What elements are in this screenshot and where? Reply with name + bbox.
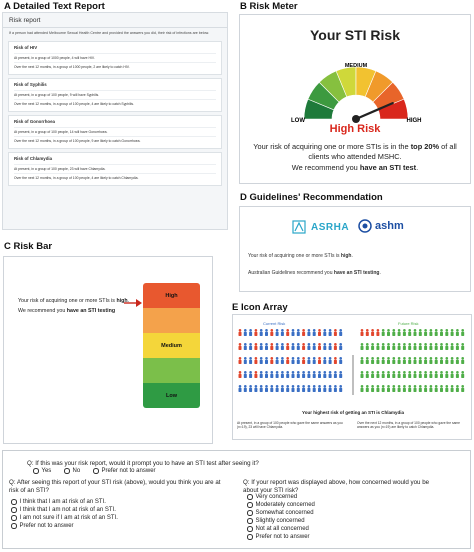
meter-title: Your STI Risk — [310, 27, 400, 43]
person-icon — [244, 371, 247, 378]
person-icon — [323, 385, 326, 392]
person-icon — [403, 371, 406, 378]
person-icon — [297, 371, 300, 378]
person-icon — [376, 385, 379, 392]
person-icon — [419, 357, 422, 364]
person-icon — [392, 329, 395, 336]
person-icon — [361, 329, 364, 336]
meter-text-1: Your risk of acquiring one or more STIs is in the — [253, 142, 409, 151]
risk-bar-panel — [3, 256, 213, 444]
person-icon — [424, 343, 427, 350]
person-icon — [318, 385, 321, 392]
person-icon — [244, 385, 247, 392]
risk-bar-segment: Low — [143, 383, 200, 408]
survey-questions — [2, 450, 471, 549]
report-intro: If a person had attended Melbourne Sexual Health Centre and provided the answers you did, their risk of infections are below. — [9, 31, 209, 35]
person-icon — [244, 343, 247, 350]
person-icon — [371, 329, 374, 336]
person-icon — [461, 371, 464, 378]
q3-option-not-at-all[interactable]: Not at all concerned — [247, 526, 309, 532]
panel-e-label: E Icon Array — [232, 302, 288, 313]
person-icon — [244, 329, 247, 336]
report-title: Risk report — [3, 13, 227, 28]
person-icon — [366, 343, 369, 350]
person-icon — [270, 371, 273, 378]
person-icon — [329, 385, 332, 392]
person-icon — [281, 371, 284, 378]
risk-bar-line-2: We recommend you have an STI testing — [18, 308, 116, 315]
person-icon — [265, 357, 268, 364]
person-icon — [429, 343, 432, 350]
risk-bar-segment — [143, 308, 200, 333]
q3-option-somewhat[interactable]: Somewhat concerned — [247, 510, 314, 516]
person-icon — [292, 385, 295, 392]
q3-option-moderately[interactable]: Moderately concerned — [247, 502, 315, 508]
person-icon — [408, 343, 411, 350]
person-icon — [408, 329, 411, 336]
q3-option-slightly[interactable]: Slightly concerned — [247, 518, 305, 524]
person-icon — [329, 357, 332, 364]
person-icon — [339, 357, 342, 364]
person-icon — [260, 357, 263, 364]
q2-option-not-sure[interactable]: I am not sure if I am at risk of an STI. — [11, 515, 118, 521]
person-icon — [451, 343, 454, 350]
person-icon — [424, 329, 427, 336]
person-icon — [445, 357, 448, 364]
meter-recommend-end: . — [416, 162, 419, 172]
person-icon — [265, 329, 268, 336]
guidelines-panel — [239, 206, 471, 292]
person-icon — [334, 343, 337, 350]
person-icon — [403, 385, 406, 392]
asrha-logo-text: ASRHA — [311, 221, 350, 233]
person-icon — [302, 385, 305, 392]
person-icon — [461, 385, 464, 392]
person-icon — [318, 329, 321, 336]
risk-card-line: At present, in a group of 100 people, 9 will have Syphilis. — [14, 90, 216, 99]
person-icon — [276, 329, 279, 336]
person-icon — [419, 385, 422, 392]
person-icon — [323, 371, 326, 378]
person-icon — [276, 385, 279, 392]
person-icon — [286, 343, 289, 350]
person-icon — [302, 371, 305, 378]
person-icon — [445, 329, 448, 336]
person-icon — [451, 329, 454, 336]
person-icon — [424, 357, 427, 364]
person-icon — [403, 329, 406, 336]
risk-card-title: Risk of Syphilis — [14, 81, 47, 87]
ashm-logo-text: ashm — [375, 220, 404, 232]
person-icon — [414, 385, 417, 392]
person-icon — [456, 343, 459, 350]
person-icon — [456, 371, 459, 378]
person-icon — [239, 343, 242, 350]
person-icon — [329, 343, 332, 350]
risk-card-line: Over the next 12 months, in a group of 100 people, 9 are likely to catch Gonorrhoea. — [14, 136, 216, 145]
person-icon — [297, 329, 300, 336]
person-icon — [387, 357, 390, 364]
risk-card — [8, 115, 222, 149]
person-icon — [371, 343, 374, 350]
risk-card-title: Risk of HIV — [14, 44, 38, 50]
person-icon — [387, 371, 390, 378]
person-icon — [249, 357, 252, 364]
person-icon — [429, 357, 432, 364]
person-icon — [435, 357, 438, 364]
person-icon — [382, 357, 385, 364]
person-icon — [445, 343, 448, 350]
q2-option-not-at-risk[interactable]: I think that I am not at risk of an STI. — [11, 507, 116, 513]
radio-icon[interactable] — [247, 526, 253, 532]
person-icon — [265, 385, 268, 392]
person-icon — [429, 385, 432, 392]
person-icon — [456, 357, 459, 364]
risk-card-line: Over the next 12 months, in a group of 1000 people, 2 are likely to catch HIV. — [14, 62, 216, 71]
person-icon — [361, 385, 364, 392]
person-icon — [302, 329, 305, 336]
person-icon — [456, 385, 459, 392]
person-icon — [408, 385, 411, 392]
person-icon — [249, 329, 252, 336]
person-icon — [366, 329, 369, 336]
person-icon — [414, 371, 417, 378]
person-icon — [435, 343, 438, 350]
question-1: Q: If this was your risk report, would it prompt you to have an STI test after seeing it? — [27, 460, 259, 467]
gauge-medium-label: MEDIUM — [344, 63, 368, 69]
radio-icon[interactable] — [93, 468, 99, 474]
person-icon — [371, 371, 374, 378]
radio-icon[interactable] — [247, 518, 253, 524]
person-icon — [329, 371, 332, 378]
person-icon — [292, 343, 295, 350]
person-icon — [318, 371, 321, 378]
radio-icon[interactable] — [11, 523, 17, 529]
risk-bar-line-1: Your risk of acquiring one or more STIs is high. — [18, 298, 130, 304]
person-icon — [461, 343, 464, 350]
risk-card — [8, 152, 222, 186]
person-icon — [398, 343, 401, 350]
person-icon — [313, 385, 316, 392]
person-icon — [313, 371, 316, 378]
icon-caption-right: Over the next 12 months, in a group of 100 people who gave the same answers as you (n=19) are likely to catch Chlamydia. — [357, 421, 461, 430]
person-icon — [323, 357, 326, 364]
person-icon — [249, 371, 252, 378]
arrow-right-icon — [124, 297, 144, 309]
person-icon — [456, 329, 459, 336]
person-icon — [440, 329, 443, 336]
person-icon — [254, 357, 257, 364]
radio-icon[interactable] — [33, 468, 39, 474]
q1-option-no[interactable]: No — [64, 468, 80, 474]
icon-array-banner: Your highest risk of getting an STI is Chlamydia — [302, 410, 404, 415]
person-icon — [376, 371, 379, 378]
person-icon — [382, 371, 385, 378]
person-icon — [387, 343, 390, 350]
guidelines-line-1: Your risk of acquiring one or more STIs is high. — [248, 253, 353, 259]
current-risk-title: Current Risk — [263, 321, 286, 326]
q1-option-yes[interactable]: Yes — [33, 468, 51, 474]
person-icon — [361, 357, 364, 364]
person-icon — [334, 371, 337, 378]
person-icon — [254, 329, 257, 336]
person-icon — [239, 385, 242, 392]
person-icon — [297, 357, 300, 364]
risk-card-line: At present, in a group of 1000 people, 4 will have HIV. — [14, 53, 216, 62]
person-icon — [286, 385, 289, 392]
person-icon — [286, 371, 289, 378]
person-icon — [451, 357, 454, 364]
person-icon — [371, 385, 374, 392]
ashm-logo — [358, 219, 404, 233]
risk-card-title: Risk of Gonorrhoea — [14, 118, 55, 124]
risk-card-line: Over the next 12 months, in a group of 100 people, 4 are likely to catch Chlamydia. — [14, 173, 216, 182]
radio-icon[interactable] — [11, 499, 17, 505]
person-icon — [366, 357, 369, 364]
ashm-logo-icon — [358, 219, 372, 233]
person-icon — [382, 343, 385, 350]
panel-d-label: D Guidelines' Recommendation — [240, 192, 383, 203]
icon-caption-left: At present, in a group of 100 people who gave the same answers as you (n=19), 23 will have Chlamydia. — [237, 421, 343, 430]
person-icon — [297, 385, 300, 392]
person-icon — [260, 343, 263, 350]
person-icon — [403, 343, 406, 350]
person-icon — [376, 343, 379, 350]
person-icon — [419, 329, 422, 336]
meter-recommend-bold: have an STI test — [359, 162, 417, 172]
panel-b-label: B Risk Meter — [240, 1, 298, 12]
person-icon — [307, 343, 310, 350]
person-icon — [323, 329, 326, 336]
panel-c-label: C Risk Bar — [4, 241, 53, 252]
person-icon — [281, 385, 284, 392]
person-icon — [323, 343, 326, 350]
gauge-high-label: HIGH — [406, 118, 422, 124]
person-icon — [260, 385, 263, 392]
person-icon — [334, 385, 337, 392]
person-icon — [451, 371, 454, 378]
person-icon — [403, 357, 406, 364]
person-icon — [339, 343, 342, 350]
person-icon — [249, 385, 252, 392]
person-icon — [361, 371, 364, 378]
person-icon — [339, 385, 342, 392]
risk-card — [8, 78, 222, 112]
guidelines-line-2: Australian Guidelines recommend you have an STI testing. — [248, 270, 381, 276]
person-icon — [239, 329, 242, 336]
person-icon — [249, 343, 252, 350]
person-icon — [334, 357, 337, 364]
risk-bar-segment: Medium — [143, 333, 200, 358]
person-icon — [398, 329, 401, 336]
person-icon — [254, 385, 257, 392]
risk-card-line: At present, in a group of 100 people, 14 will have Gonorrhoea. — [14, 127, 216, 136]
person-icon — [281, 343, 284, 350]
risk-bar-segment: High — [143, 283, 200, 308]
person-icon — [292, 371, 295, 378]
person-icon — [361, 343, 364, 350]
person-icon — [429, 371, 432, 378]
person-icon — [302, 357, 305, 364]
detailed-text-report — [2, 12, 228, 230]
question-3: Q: If your report was displayed above, how concerned would you be about your STI risk? — [243, 479, 430, 494]
person-icon — [313, 357, 316, 364]
person-icon — [376, 357, 379, 364]
risk-card-line: At present, in a group of 100 people, 23 will have Chlamydia. — [14, 164, 216, 173]
panel-a-label: A Detailed Text Report — [4, 1, 105, 12]
future-risk-title: Future Risk — [398, 321, 419, 326]
person-icon — [414, 329, 417, 336]
q1-option-prefer-not[interactable]: Prefer not to answer — [93, 468, 156, 474]
risk-bar-segment — [143, 358, 200, 383]
meter-description — [246, 142, 464, 173]
person-icon — [276, 357, 279, 364]
radio-icon[interactable] — [247, 510, 253, 516]
person-icon — [387, 329, 390, 336]
person-icon — [339, 371, 342, 378]
person-icon — [270, 357, 273, 364]
person-icon — [382, 329, 385, 336]
q2-option-prefer-not[interactable]: Prefer not to answer — [11, 523, 74, 529]
person-icon — [445, 371, 448, 378]
person-icon — [307, 371, 310, 378]
question-2: Q: After seeing this report of your STI risk (above), would you think you are at risk of an STI? — [9, 479, 221, 494]
person-icon — [281, 329, 284, 336]
person-icon — [392, 343, 395, 350]
asrha-logo-icon — [292, 220, 306, 234]
meter-text-2: of all clients who attended MSHC. — [308, 142, 457, 162]
person-icon — [239, 357, 242, 364]
person-icon — [440, 357, 443, 364]
risk-meter-panel — [239, 14, 471, 184]
person-icon — [366, 371, 369, 378]
person-icon — [451, 385, 454, 392]
person-icon — [398, 385, 401, 392]
person-icon — [307, 329, 310, 336]
person-icon — [392, 357, 395, 364]
risk-card — [8, 41, 222, 75]
q3-option-very[interactable]: Very concerned — [247, 494, 297, 500]
person-icon — [334, 329, 337, 336]
person-icon — [440, 371, 443, 378]
person-icon — [276, 371, 279, 378]
person-icon — [424, 371, 427, 378]
person-icon — [387, 385, 390, 392]
gauge-low-label: LOW — [291, 118, 305, 124]
person-icon — [435, 371, 438, 378]
person-icon — [424, 385, 427, 392]
person-icon — [265, 343, 268, 350]
person-icon — [260, 329, 263, 336]
q2-option-at-risk[interactable]: I think that I am at risk of an STI. — [11, 499, 106, 505]
person-icon — [270, 385, 273, 392]
person-icon — [276, 343, 279, 350]
person-icon — [254, 343, 257, 350]
risk-card-list — [3, 41, 227, 186]
person-icon — [281, 357, 284, 364]
q3-option-prefer-not[interactable]: Prefer not to answer — [247, 534, 310, 540]
person-icon — [286, 357, 289, 364]
person-icon — [244, 357, 247, 364]
person-icon — [398, 371, 401, 378]
person-icon — [329, 329, 332, 336]
radio-icon[interactable] — [247, 502, 253, 508]
person-icon — [398, 357, 401, 364]
person-icon — [297, 343, 300, 350]
person-icon — [307, 357, 310, 364]
person-icon — [260, 371, 263, 378]
radio-icon[interactable] — [247, 494, 253, 500]
person-icon — [440, 385, 443, 392]
person-icon — [371, 357, 374, 364]
person-icon — [435, 329, 438, 336]
meter-recommend: We recommend you — [291, 162, 358, 172]
person-icon — [318, 343, 321, 350]
person-icon — [286, 329, 289, 336]
person-icon — [270, 329, 273, 336]
radio-icon[interactable] — [11, 515, 17, 521]
person-icon — [318, 357, 321, 364]
person-icon — [382, 385, 385, 392]
person-icon — [270, 343, 273, 350]
radio-icon[interactable] — [247, 534, 253, 540]
meter-text-bold: top 20% — [410, 142, 440, 151]
asrha-logo — [292, 220, 349, 234]
icon-array-panel — [232, 314, 472, 440]
radio-icon[interactable] — [64, 468, 70, 474]
person-icon — [307, 385, 310, 392]
person-icon — [313, 329, 316, 336]
person-icon — [239, 371, 242, 378]
person-icon — [313, 343, 316, 350]
person-icon — [445, 385, 448, 392]
risk-card-title: Risk of Chlamydia — [14, 155, 53, 161]
person-icon — [461, 357, 464, 364]
risk-card-line: Over the next 12 months, in a group of 100 people, 4 are likely to catch Syphilis. — [14, 99, 216, 108]
person-icon — [254, 371, 257, 378]
person-icon — [292, 357, 295, 364]
person-icon — [414, 343, 417, 350]
person-icon — [408, 371, 411, 378]
person-icon — [292, 329, 295, 336]
person-icon — [440, 343, 443, 350]
person-icon — [429, 329, 432, 336]
person-icon — [392, 371, 395, 378]
person-icon — [302, 343, 305, 350]
risk-bar-text — [18, 296, 129, 316]
person-icon — [414, 357, 417, 364]
person-icon — [419, 371, 422, 378]
person-icon — [376, 329, 379, 336]
person-icon — [419, 343, 422, 350]
person-icon — [408, 357, 411, 364]
risk-level-text: High Risk — [329, 123, 381, 135]
gauge-segments — [304, 67, 408, 119]
person-icon — [366, 385, 369, 392]
radio-icon[interactable] — [11, 507, 17, 513]
risk-gauge — [240, 49, 472, 129]
person-icon — [392, 385, 395, 392]
person-icon — [435, 385, 438, 392]
person-icon — [461, 329, 464, 336]
person-icon — [339, 329, 342, 336]
person-icon — [265, 371, 268, 378]
